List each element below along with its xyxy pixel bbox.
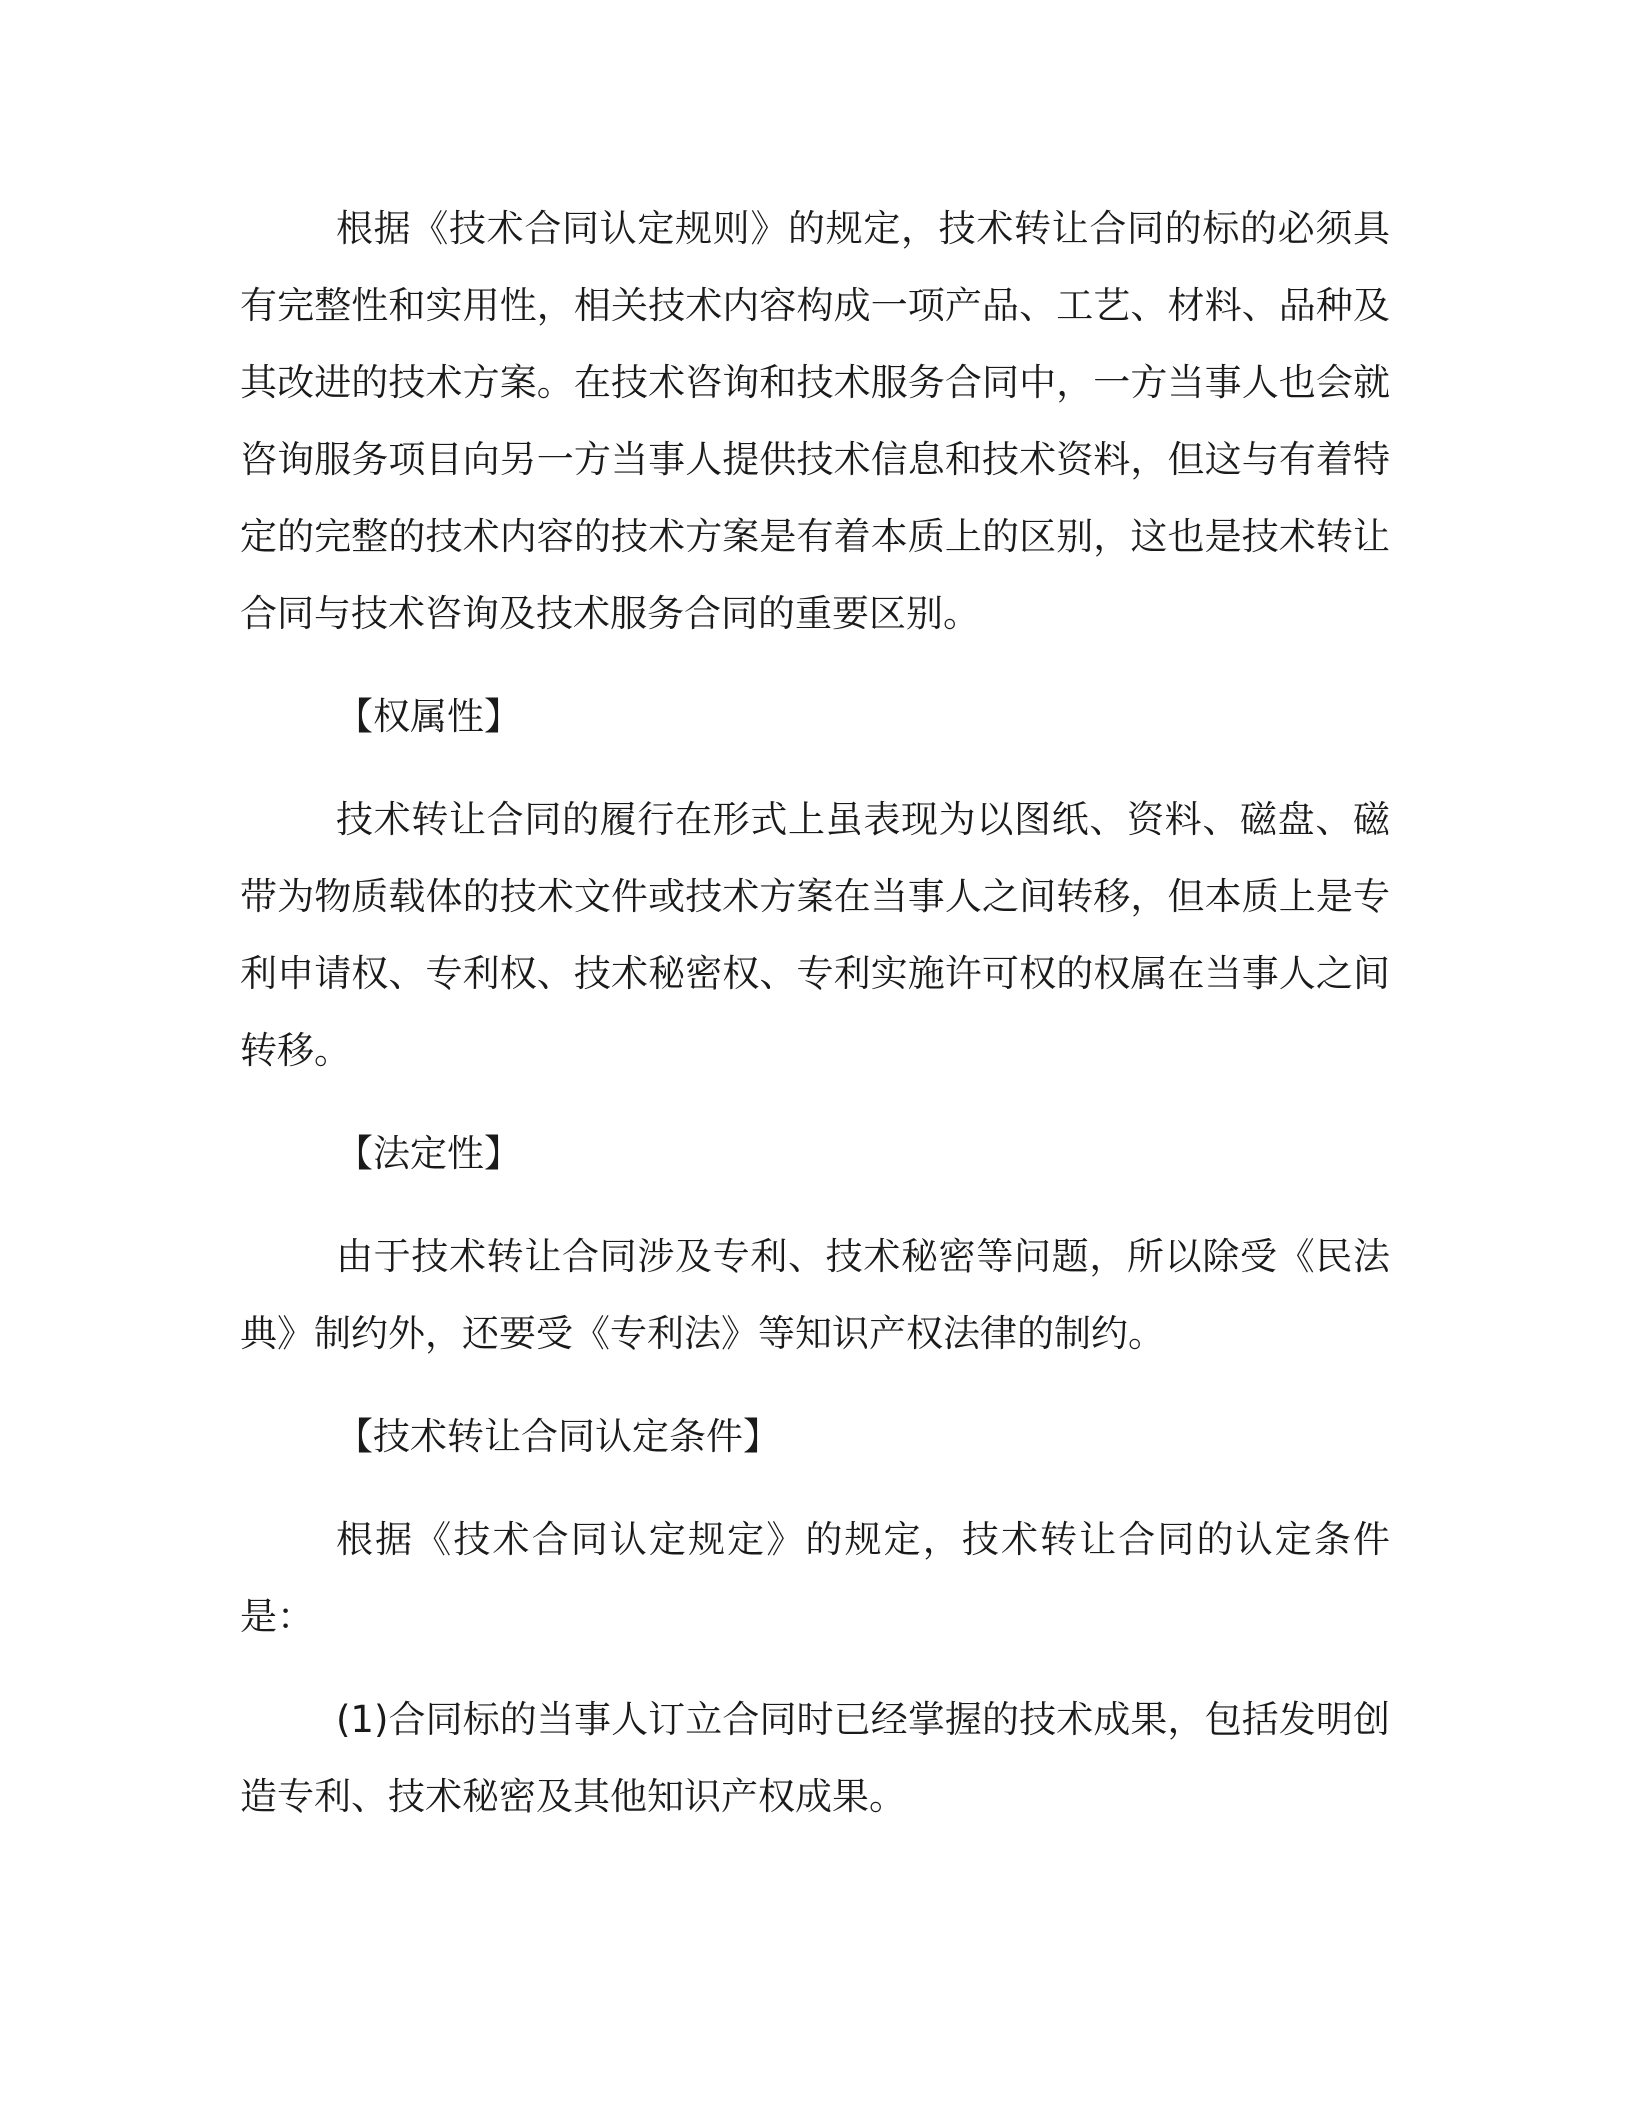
paragraph-legality: 由于技术转让合同涉及专利、技术秘密等问题，所以除受《民法典》制约外，还要受《专利法》等知识产权法律的制约。 bbox=[240, 1235, 1390, 1355]
document-body bbox=[240, 190, 1390, 1861]
paragraph-subject-matter: 根据《技术合同认定规则》的规定，技术转让合同的标的必须具有完整性和实用性，相关技术内容构成一项产品、工艺、材料、品种及其改进的技术方案。在技术咨询和技术服务合同中，一方当事人也会就咨询服务项目向另一方当事人提供技术信息和技术资料，但这与有着特定的完整的技术内容的技术方案是有着本质上的区别，这也是技术转让合同与技术咨询及技术服务合同的重要区别。 bbox=[240, 207, 1390, 635]
paragraph-ownership: 技术转让合同的履行在形式上虽表现为以图纸、资料、磁盘、磁带为物质载体的技术文件或技术方案在当事人之间转移，但本质上是专利申请权、专利权、技术秘密权、专利实施许可权的权属在当事人之间转移。 bbox=[240, 798, 1390, 1072]
paragraph-recognition-intro: 根据《技术合同认定规定》的规定，技术转让合同的认定条件是： bbox=[240, 1518, 1390, 1638]
paragraph-condition-1: (1)合同标的当事人订立合同时已经掌握的技术成果，包括发明创造专利、技术秘密及其他知识产权成果。 bbox=[240, 1698, 1390, 1818]
heading-legality: 【法定性】 bbox=[336, 1132, 521, 1175]
heading-recognition-conditions: 【技术转让合同认定条件】 bbox=[336, 1415, 780, 1458]
heading-ownership: 【权属性】 bbox=[336, 695, 521, 738]
